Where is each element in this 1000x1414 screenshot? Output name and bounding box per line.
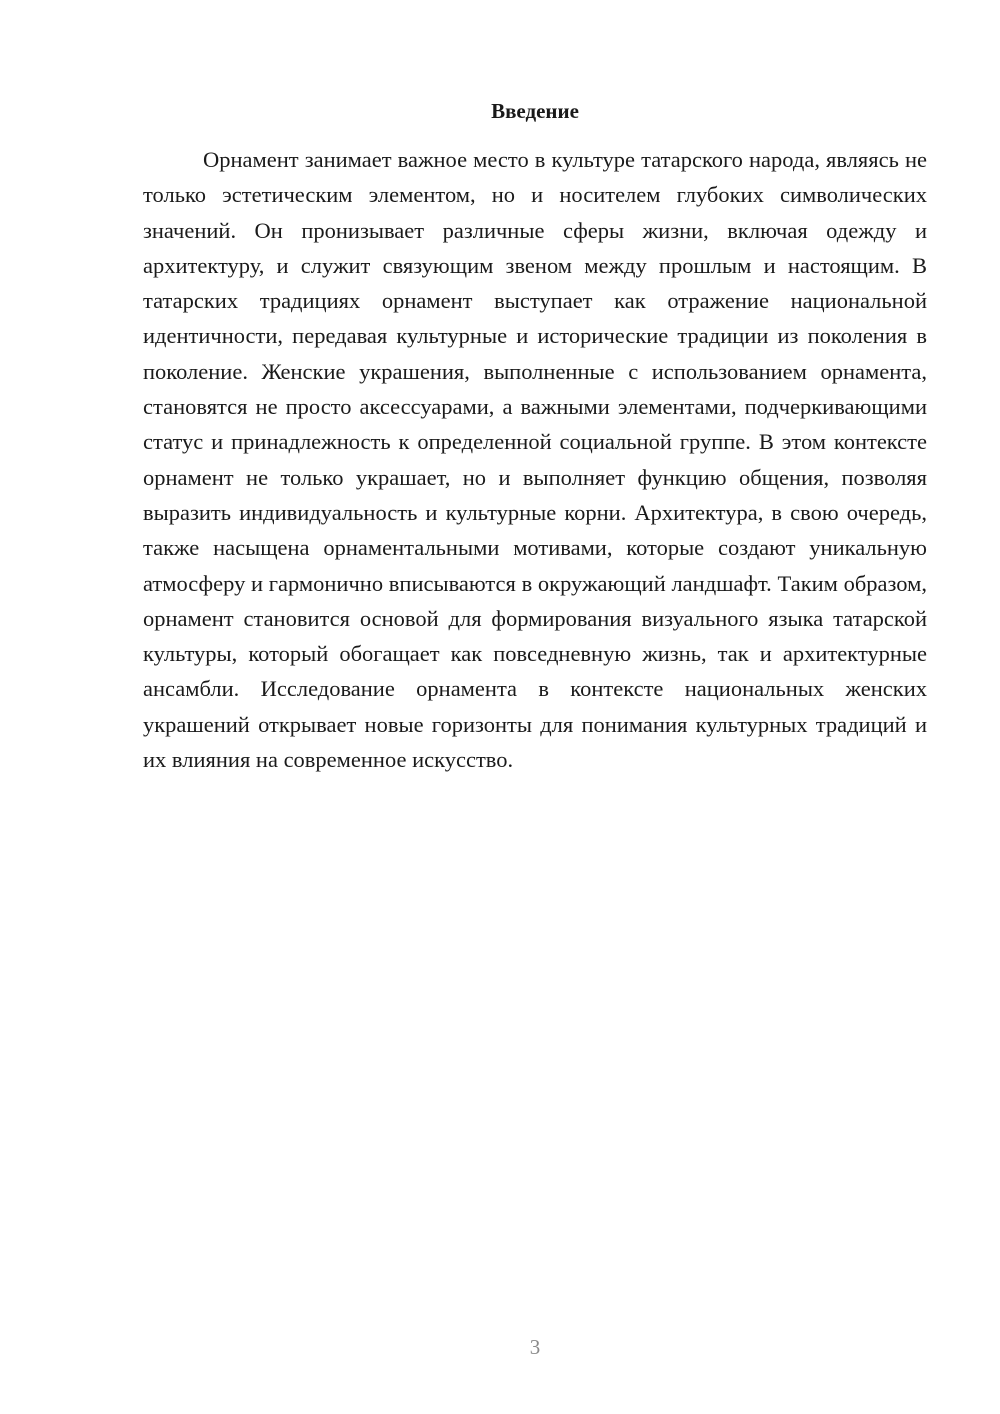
- section-heading: Введение: [491, 99, 579, 123]
- body-paragraph: Орнамент занимает важное место в культуре татарского народа, являясь не только эстетическим элементом, но и носителем глубоких символических значений. Он пронизывает различные сферы жизни, включая одежду и архитектуру, и служит связующим звеном между прошлым и настоящим. В татарских традициях орнамент выступает как отражение национальной идентичности, передавая культурные и исторические традиции из поколения в поколение. Женские украшения, выполненные с использованием орнамента, становятся не просто аксессуарами, а важными элементами, подчеркивающими статус и принадлежность к определенной социальной группе. В этом контексте орнамент не только украшает, но и выполняет функцию общения, позволяя выразить индивидуальность и культурные корни. Архитектура, в свою очередь, также насыщена орнаментальными мотивами, которые создают уникальную атмосферу и гармонично вписываются в окружающий ландшафт. Таким образом, орнамент становится основой для формирования визуального языка татарской культуры, который обогащает как повседневную жизнь, так и архитектурные ансамбли. Исследование орнамента в контексте национальных женских украшений открывает новые горизонты для понимания культурных традиций и их влияния на современное искусство.: [143, 147, 927, 773]
- page-number: 3: [529, 1335, 541, 1359]
